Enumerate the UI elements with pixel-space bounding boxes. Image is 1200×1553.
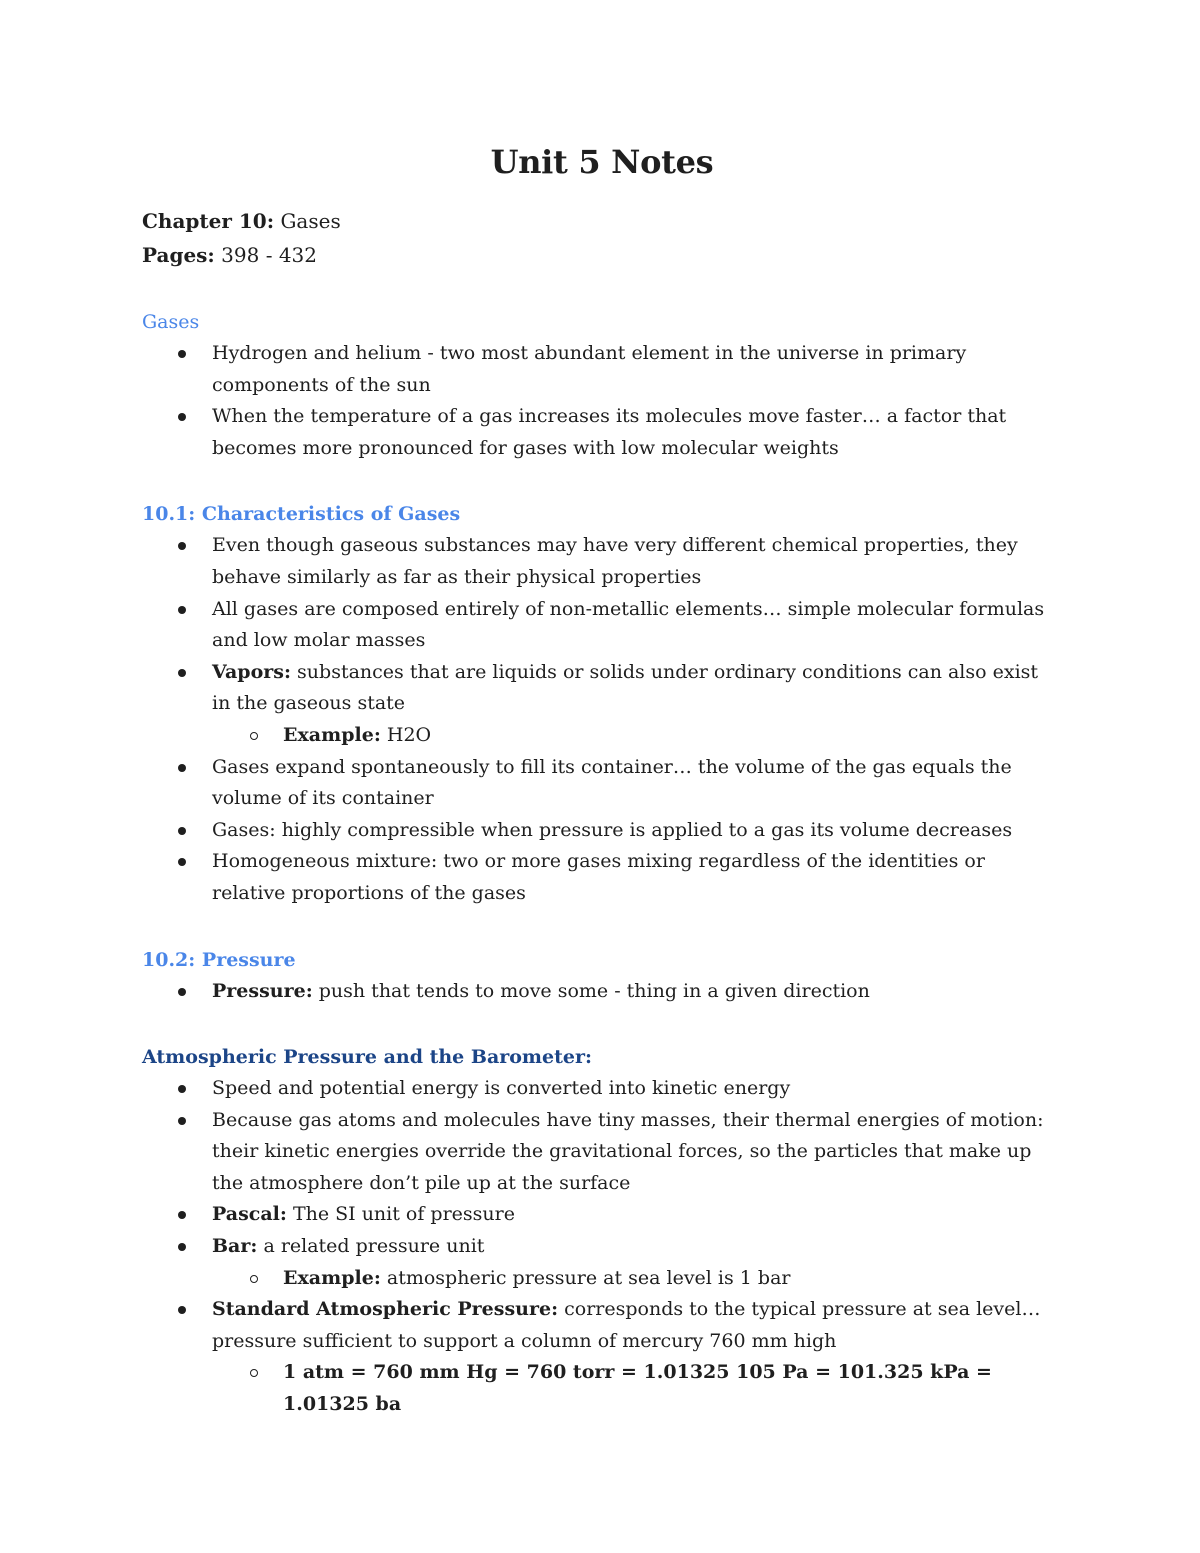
pressure-list	[142, 976, 1062, 1008]
chapter-label: Chapter 10:	[142, 209, 275, 233]
standard-sublist	[142, 1357, 1062, 1420]
sub-list-item	[142, 1263, 1062, 1295]
section-heading-pressure: 10.2: Pressure	[142, 948, 296, 971]
bar-sublist	[142, 1263, 1062, 1295]
list-item-pressure	[142, 976, 1062, 1008]
document-page	[142, 140, 1062, 1421]
page-title: Unit 5 Notes	[490, 143, 714, 181]
pages-line	[142, 238, 1062, 272]
section-heading-gases: Gases	[142, 311, 200, 333]
spacer	[142, 272, 1062, 306]
vapors-text: substances that are liquids or solids under ordinary conditions can also exist in the gaseous state	[212, 660, 1039, 715]
spacer	[142, 1007, 1062, 1041]
section-heading-atmospheric: Atmospheric Pressure and the Barometer:	[142, 1046, 593, 1069]
pressure-text: push that tends to move some - thing in a given direction	[312, 979, 870, 1002]
chapter-line	[142, 204, 1062, 238]
list-item-bar	[142, 1231, 1062, 1263]
bar-text: a related pressure unit	[257, 1235, 485, 1258]
standard-label: Standard Atmospheric Pressure:	[212, 1298, 559, 1321]
characteristics-list	[142, 530, 1062, 720]
example-label: Example:	[283, 723, 381, 746]
atmospheric-list-continued	[142, 1294, 1062, 1357]
characteristics-list-continued	[142, 752, 1062, 910]
section-heading-characteristics: 10.1: Characteristics of Gases	[142, 503, 461, 526]
list-item: When the temperature of a gas increases its molecules move faster… a factor that becomes more pronounced for gases with low molecular weights	[142, 401, 1062, 464]
sub-list-item	[142, 720, 1062, 752]
spacer	[142, 464, 1062, 498]
list-item: Even though gaseous substances may have very different chemical properties, they behave similarly as far as their physical properties	[142, 530, 1062, 593]
equation-text: 1 atm = 760 mm Hg = 760 torr = 1.01325 105 Pa = 101.325 kPa = 1.01325 ba	[283, 1361, 992, 1416]
pascal-text: The SI unit of pressure	[286, 1203, 515, 1226]
vapors-sublist	[142, 720, 1062, 752]
example-text: atmospheric pressure at sea level is 1 bar	[380, 1266, 791, 1289]
pressure-label: Pressure:	[212, 979, 313, 1002]
spacer	[142, 910, 1062, 944]
list-item: Gases: highly compressible when pressure is applied to a gas its volume decreases	[142, 815, 1062, 847]
list-item: Gases expand spontaneously to fill its container… the volume of the gas equals the volume of its container	[142, 752, 1062, 815]
pages-value: 398 - 432	[214, 243, 317, 267]
pages-label: Pages:	[142, 243, 215, 267]
standard-text: corresponds to the typical pressure at sea level… pressure sufficient to support a column of mercury 760 mm high	[212, 1298, 1041, 1352]
vapors-label: Vapors:	[212, 660, 291, 683]
list-item: Because gas atoms and molecules have tiny masses, their thermal energies of motion: their kinetic energies override the gravitational forces, so the particles that make up the atmosphere don’t pile up at the surface	[142, 1105, 1062, 1200]
list-item: All gases are composed entirely of non-metallic elements… simple molecular formulas and low molar masses	[142, 594, 1062, 657]
list-item: Speed and potential energy is converted into kinetic energy	[142, 1073, 1062, 1105]
list-item-standard	[142, 1294, 1062, 1357]
gases-list	[142, 338, 1062, 464]
list-item-vapors	[142, 657, 1062, 720]
sub-list-item-equation	[142, 1357, 1062, 1420]
atmospheric-list	[142, 1073, 1062, 1263]
list-item: Homogeneous mixture: two or more gases mixing regardless of the identities or relative proportions of the gases	[142, 846, 1062, 909]
chapter-value: Gases	[274, 209, 341, 233]
list-item: Hydrogen and helium - two most abundant element in the universe in primary components of the sun	[142, 338, 1062, 401]
example-text: H2O	[380, 723, 432, 746]
list-item-pascal	[142, 1199, 1062, 1231]
example-label: Example:	[283, 1266, 381, 1289]
pascal-label: Pascal:	[212, 1203, 287, 1226]
bar-label: Bar:	[212, 1235, 258, 1258]
